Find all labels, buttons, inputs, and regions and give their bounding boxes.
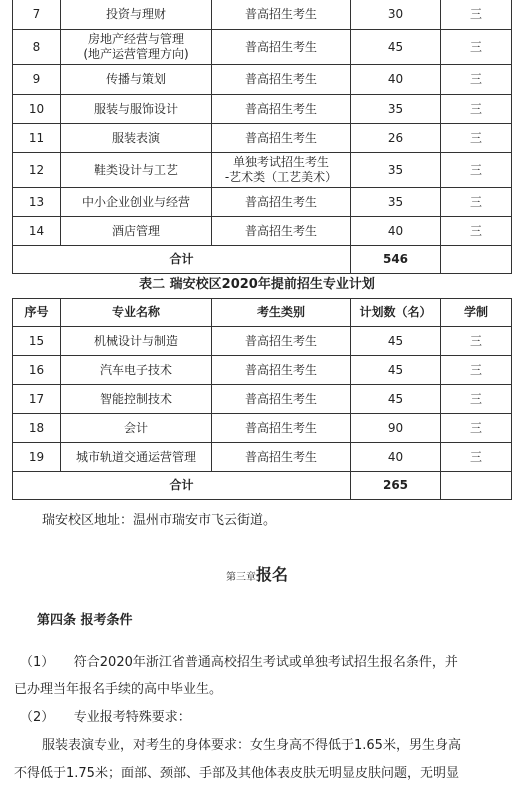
total-empty-cell — [441, 246, 512, 274]
total-label: 合计 — [13, 246, 351, 274]
header-plan: 计划数（名） — [351, 299, 441, 327]
cell-major: 投资与理财 — [61, 0, 212, 30]
enrollment-plan-table-1 — [12, 0, 512, 274]
cell-plan: 35 — [351, 95, 441, 124]
cell-years: 三 — [441, 443, 512, 472]
cell-plan: 40 — [351, 217, 441, 246]
cell-major: 鞋类设计与工艺 — [61, 153, 212, 188]
chapter-prefix: 第三章 — [225, 572, 256, 583]
cell-no: 10 — [13, 95, 61, 124]
campus-address: 瑞安校区地址：温州市瑞安市飞云街道。 — [42, 513, 277, 528]
table-row — [13, 356, 512, 385]
cell-major: 房地产经营与管理 (地产运营管理方向) — [61, 30, 212, 65]
cell-plan: 35 — [351, 153, 441, 188]
total-label: 合计 — [13, 472, 351, 500]
chapter-title: 报名 — [255, 565, 288, 584]
total-value: 546 — [351, 246, 441, 274]
cell-type: 普高招生考生 — [212, 95, 351, 124]
cell-type: 普高招生考生 — [212, 124, 351, 153]
paragraph-2: （2） 专业报考特殊要求： — [20, 710, 191, 725]
cell-no: 18 — [13, 414, 61, 443]
cell-years: 三 — [441, 95, 512, 124]
cell-no: 13 — [13, 188, 61, 217]
cell-plan: 30 — [351, 0, 441, 30]
cell-years: 三 — [441, 327, 512, 356]
cell-no: 7 — [13, 0, 61, 30]
header-no: 序号 — [13, 299, 61, 327]
cell-years: 三 — [441, 124, 512, 153]
article-heading: 第四条 报考条件 — [37, 613, 133, 628]
cell-plan: 45 — [351, 30, 441, 65]
table-row — [13, 414, 512, 443]
cell-major: 中小企业创业与经营 — [61, 188, 212, 217]
table-row — [13, 385, 512, 414]
cell-plan: 40 — [351, 443, 441, 472]
cell-type: 普高招生考生 — [212, 414, 351, 443]
cell-no: 14 — [13, 217, 61, 246]
cell-years: 三 — [441, 153, 512, 188]
table-header-row — [13, 299, 512, 327]
cell-plan: 45 — [351, 356, 441, 385]
table-row — [13, 124, 512, 153]
cell-no: 9 — [13, 65, 61, 95]
total-row — [13, 472, 512, 500]
cell-years: 三 — [441, 217, 512, 246]
table-2-caption: 表二 瑞安校区2020年提前招生专业计划 — [139, 277, 375, 292]
cell-type: 普高招生考生 — [212, 65, 351, 95]
cell-years: 三 — [441, 356, 512, 385]
paragraph-3-line-2: 不得低于1.75米；面部、颈部、手部及其他体表皮肤无明显皮肤问题，无明显 — [14, 766, 459, 781]
table-row — [13, 153, 512, 188]
cell-major: 汽车电子技术 — [61, 356, 212, 385]
paragraph-3-line-1: 服装表演专业，对考生的身体要求：女生身高不得低于1.65米，男生身高 — [42, 738, 461, 753]
header-years: 学制 — [441, 299, 512, 327]
cell-years: 三 — [441, 65, 512, 95]
header-type: 考生类别 — [212, 299, 351, 327]
cell-no: 19 — [13, 443, 61, 472]
cell-type: 普高招生考生 — [212, 217, 351, 246]
cell-type: 普高招生考生 — [212, 30, 351, 65]
cell-plan: 40 — [351, 65, 441, 95]
cell-plan: 45 — [351, 385, 441, 414]
cell-major: 会计 — [61, 414, 212, 443]
table-row — [13, 0, 512, 30]
cell-major: 传播与策划 — [61, 65, 212, 95]
cell-no: 11 — [13, 124, 61, 153]
cell-years: 三 — [441, 188, 512, 217]
cell-major: 酒店管理 — [61, 217, 212, 246]
cell-no: 12 — [13, 153, 61, 188]
cell-plan: 26 — [351, 124, 441, 153]
cell-type: 单独考试招生考生 -艺术类（工艺美术） — [212, 153, 351, 188]
cell-type: 普高招生考生 — [212, 385, 351, 414]
cell-type: 普高招生考生 — [212, 0, 351, 30]
cell-no: 15 — [13, 327, 61, 356]
cell-major: 智能控制技术 — [61, 385, 212, 414]
cell-major: 服装与服饰设计 — [61, 95, 212, 124]
table-row — [13, 95, 512, 124]
cell-years: 三 — [441, 414, 512, 443]
paragraph-1-line-1: （1） 符合2020年浙江省普通高校招生考试或单独考试招生报名条件，并 — [20, 655, 458, 670]
paragraph-1-line-2: 已办理当年报名手续的高中毕业生。 — [14, 682, 223, 697]
table-row — [13, 188, 512, 217]
header-major: 专业名称 — [61, 299, 212, 327]
cell-type: 普高招生考生 — [212, 443, 351, 472]
table-row — [13, 443, 512, 472]
cell-major: 机械设计与制造 — [61, 327, 212, 356]
cell-type: 普高招生考生 — [212, 327, 351, 356]
cell-no: 17 — [13, 385, 61, 414]
total-row — [13, 246, 512, 274]
table-row — [13, 30, 512, 65]
cell-plan: 45 — [351, 327, 441, 356]
table-row — [13, 327, 512, 356]
cell-type: 普高招生考生 — [212, 356, 351, 385]
cell-years: 三 — [441, 385, 512, 414]
cell-type: 普高招生考生 — [212, 188, 351, 217]
chapter-heading — [0, 562, 514, 585]
cell-plan: 35 — [351, 188, 441, 217]
enrollment-plan-table-2 — [12, 298, 512, 500]
table-row — [13, 65, 512, 95]
cell-no: 8 — [13, 30, 61, 65]
cell-years: 三 — [441, 0, 512, 30]
total-empty-cell — [441, 472, 512, 500]
cell-major: 服装表演 — [61, 124, 212, 153]
cell-plan: 90 — [351, 414, 441, 443]
cell-no: 16 — [13, 356, 61, 385]
cell-major: 城市轨道交通运营管理 — [61, 443, 212, 472]
table-row — [13, 217, 512, 246]
total-value: 265 — [351, 472, 441, 500]
cell-years: 三 — [441, 30, 512, 65]
